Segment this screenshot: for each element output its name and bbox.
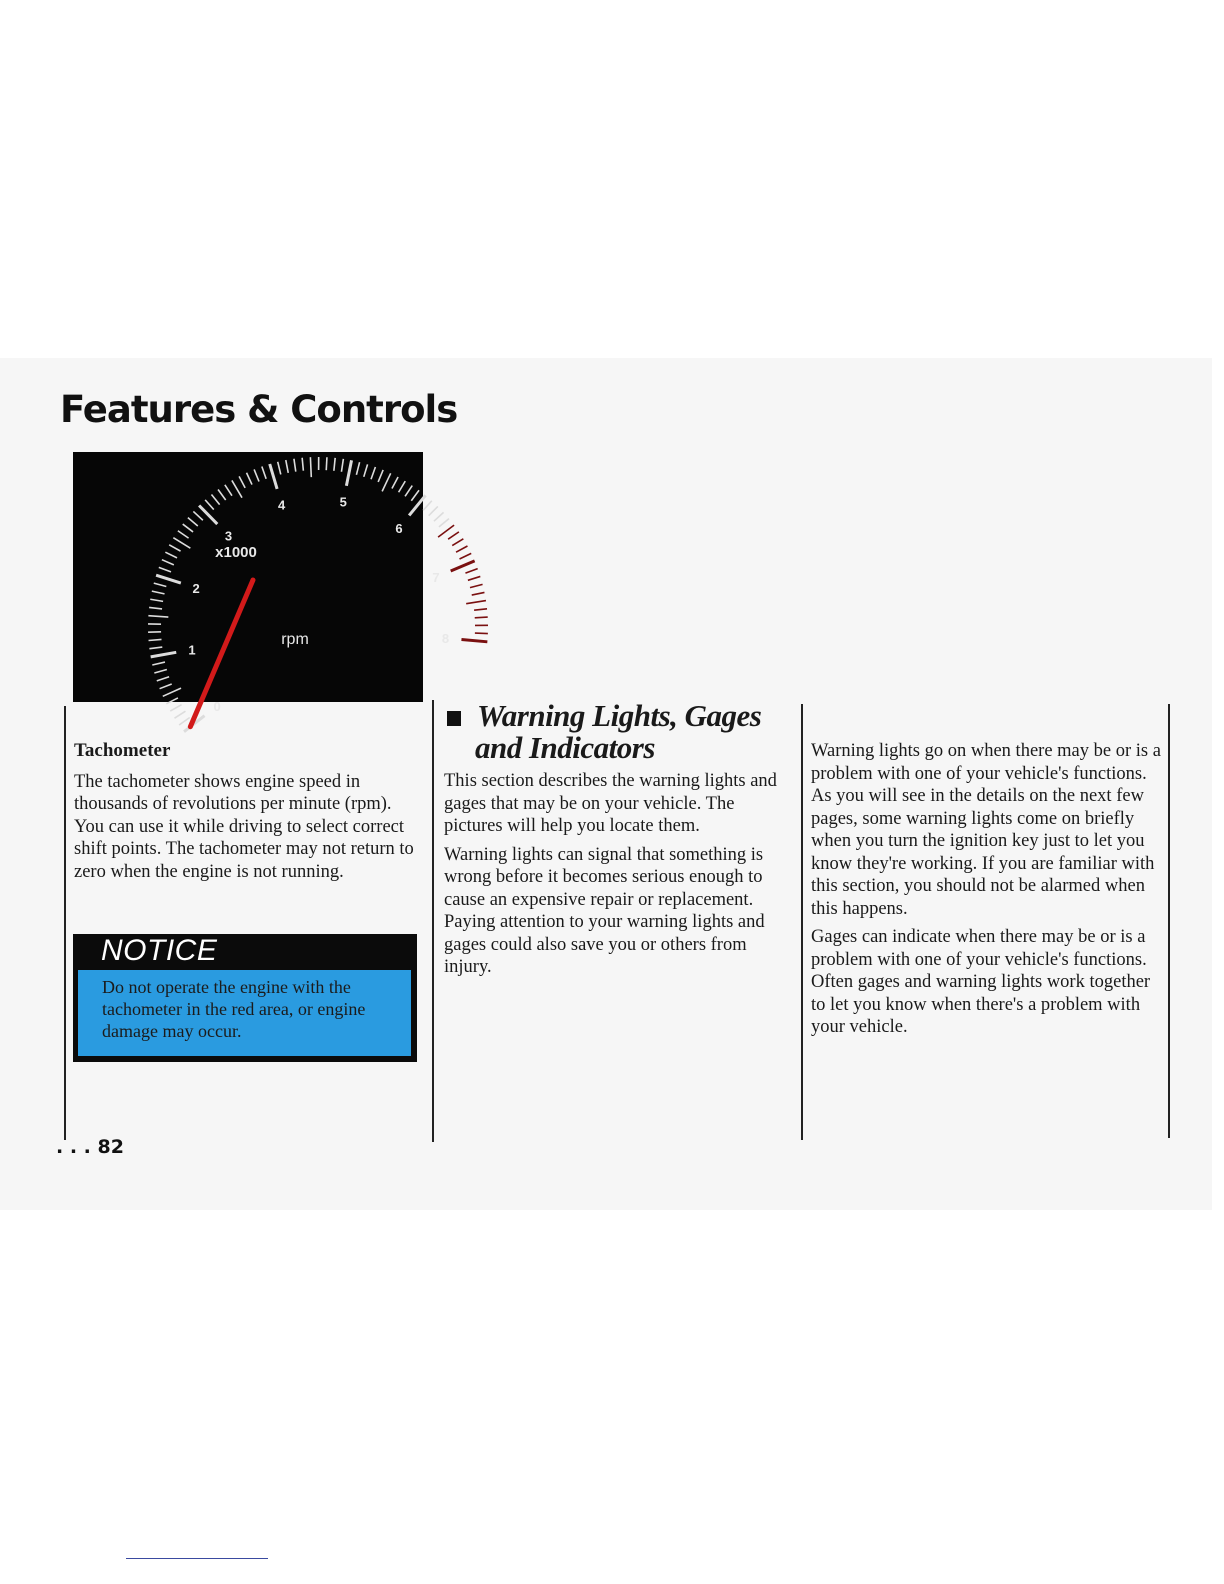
tach-tick [173, 538, 190, 549]
tach-tick [475, 633, 488, 634]
details-paragraph-1: Warning lights go on when there may be or is a problem with one of your vehicle's functions. As you will see in the details on the next few pages, some warning lights come on briefly when you turn the ignition key just to let you know they're working. If you are familiar with this section, you should not be alarmed when this happens. [811, 741, 1161, 919]
page-number-value: 82 [97, 1136, 124, 1158]
tach-tick [475, 617, 488, 618]
tach-tick [247, 473, 252, 485]
tach-tick [165, 552, 177, 558]
tach-tick [169, 545, 180, 551]
tach-tick [341, 459, 343, 472]
column-warning-details [811, 740, 1163, 1045]
tach-tick [218, 489, 226, 500]
tach-multiplier-label: x1000 [215, 544, 257, 561]
heading-line-1: Warning Lights, Gages [477, 698, 762, 733]
tach-tick [205, 500, 214, 510]
tach-tick [225, 485, 232, 496]
tach-tick [150, 599, 163, 601]
tach-number: 8 [441, 631, 450, 647]
tach-tick [270, 464, 277, 489]
tach-tick [154, 583, 167, 586]
column-divider [432, 700, 434, 1142]
tach-tick [199, 505, 217, 524]
column-divider [801, 704, 803, 1140]
tach-number: 7 [432, 570, 440, 586]
tach-tick [392, 477, 398, 488]
heading-bullet-icon [447, 711, 461, 726]
tach-tick [346, 460, 351, 485]
details-paragraph-2: Gages can indicate when there may be or is a problem with one of your vehicle's functions. Often gages and warning lights work together to let you know when there's a problem with your vehicle. [811, 927, 1151, 1037]
tach-tick [262, 467, 266, 479]
tach-tick [411, 490, 419, 500]
tach-unit-label: rpm [281, 631, 309, 648]
tachometer-paragraph: The tachometer shows engine speed in thousands of revolutions per minute (rpm). You can use it while driving to select correct shift points. The tachometer may not return to zero when the engine is not running. [74, 771, 414, 882]
tach-tick [211, 495, 219, 505]
tach-number: 5 [339, 494, 347, 510]
page-dots: . . . [56, 1136, 91, 1158]
tach-tick [159, 567, 171, 572]
tach-tick [378, 470, 383, 482]
notice-body: Do not operate the engine with the tachometer in the red area, or engine damage may occur. [78, 970, 411, 1056]
tach-number: 2 [192, 580, 200, 596]
heading-line-2: and Indicators [475, 730, 655, 765]
tach-number: 6 [395, 520, 403, 536]
warning-paragraph-1: This section describes the warning lights and gages that may be on your vehicle. The pictures will help you locate them. [444, 771, 777, 836]
tach-tick [188, 518, 198, 526]
tach-tick [356, 462, 359, 475]
warning-paragraph-2: Warning lights can signal that something is wrong before it becomes serious enough to cause an expensive repair or replacement. Paying attention to your warning lights and gages could also save you or others from injury. [444, 844, 765, 977]
tach-tick [152, 591, 165, 594]
tach-tick [148, 616, 168, 617]
notice-box [73, 934, 417, 1062]
column-divider [64, 706, 66, 1140]
tach-tick [154, 669, 167, 673]
tachometer-dial [73, 452, 450, 714]
tach-tick [157, 677, 169, 681]
tach-number: 0 [213, 698, 221, 714]
tach-tick [163, 688, 181, 696]
tach-tick [334, 458, 335, 471]
tach-tick [239, 476, 245, 488]
tach-tick [193, 511, 203, 520]
tach-tick [382, 473, 391, 491]
tachometer-subheading: Tachometer [74, 740, 171, 761]
warning-lights-heading [447, 700, 797, 764]
tach-number: 4 [278, 497, 286, 513]
tach-number: 1 [188, 642, 196, 658]
notice-title: NOTICE [101, 934, 218, 967]
tach-tick [151, 652, 177, 657]
tach-tick [364, 464, 368, 476]
tach-tick [371, 467, 375, 479]
tach-tick [178, 531, 189, 538]
tach-number: 3 [224, 528, 233, 544]
column-tachometer [74, 740, 420, 889]
tach-tick [160, 684, 172, 689]
tach-tick [232, 480, 242, 497]
footer-rule [126, 1558, 268, 1559]
tach-tick [152, 662, 165, 665]
page-number [56, 1136, 124, 1158]
tach-tick [156, 575, 181, 583]
tach-tick [149, 607, 162, 608]
tach-tick [254, 469, 259, 481]
tach-tick [399, 481, 406, 492]
tach-tick [326, 457, 327, 470]
tach-tick [294, 459, 296, 472]
tach-tick [302, 458, 303, 471]
tach-tick [149, 639, 162, 640]
column-warning-intro [444, 770, 794, 985]
tach-tick [278, 462, 281, 475]
tach-tick [286, 460, 288, 473]
tach-tick [149, 647, 162, 649]
tach-tick [310, 457, 311, 477]
tach-tick [183, 524, 193, 532]
section-title: Features & Controls [60, 388, 458, 431]
column-divider [1168, 704, 1170, 1138]
tach-tick [162, 560, 174, 565]
tachometer-image [73, 452, 450, 714]
tach-tick [405, 486, 412, 497]
